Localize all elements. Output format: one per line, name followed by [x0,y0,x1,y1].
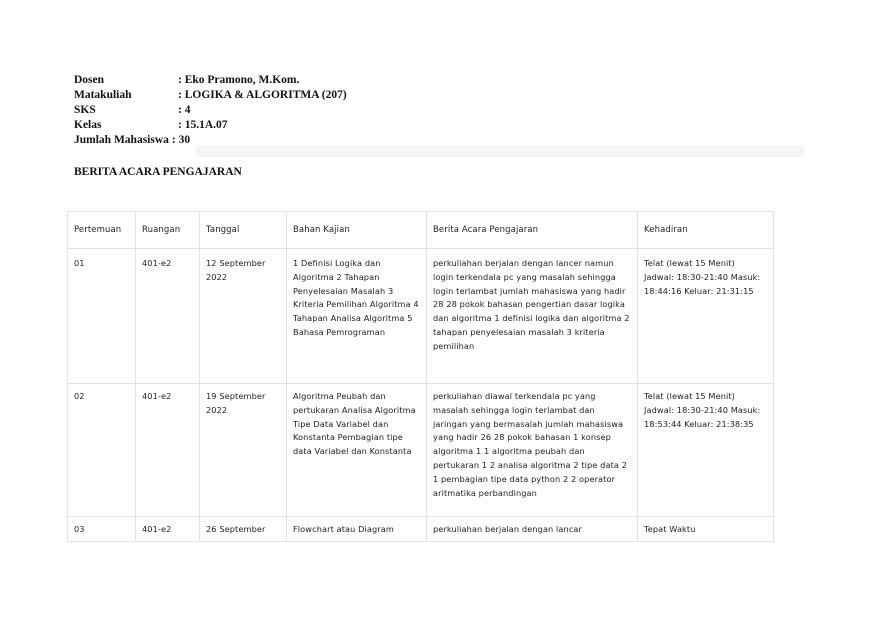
column-header-pertemuan: Pertemuan [68,212,136,249]
table-row [68,517,774,542]
info-row-matakuliah [74,88,347,103]
cell-kehadiran: Tepat Waktu [638,517,774,542]
cell-ruangan: 401-e2 [136,249,200,384]
cell-berita-acara: perkuliahan diawal terkendala pc yang masalah sehingga login terlambat dan jaringan yang bermasalah jumlah mahasiswa yang hadir 26 28 pokok bahasan 1 konsep algoritma 1 1 algoritma peubah dan pertukaran 1 2 analisa algoritma 2 tipe data 2 1 pembagian tipe data python 2 2 operator aritmatika perbandingan [427,384,638,517]
cell-pertemuan: 02 [68,384,136,517]
info-row-sks [74,103,347,118]
cell-pertemuan: 01 [68,249,136,384]
cell-ruangan: 401-e2 [136,517,200,542]
cell-tanggal: 19 September 2022 [200,384,287,517]
cell-berita-acara: perkuliahan berjalan dengan lancer namun login terkendala pc yang masalah sehingga login terlambat jumlah mahasiswa yang hadir 28 28 pokok bahasan pengertian dasar logika dan algoritma 1 definisi logika dan algoritma 2 tahapan penyelesaian masalah 3 kriteria pemilihan [427,249,638,384]
info-label: Kelas [74,119,102,131]
info-value: : 15.1A.07 [178,119,228,131]
cell-ruangan: 401-e2 [136,384,200,517]
column-header-tanggal: Tanggal [200,212,287,249]
shaded-band [196,145,804,157]
cell-tanggal: 26 September [200,517,287,542]
cell-kehadiran: Telat (lewat 15 Menit) Jadwal: 18:30-21:40 Masuk: 18:53:44 Keluar: 21:38:35 [638,384,774,517]
cell-pertemuan: 03 [68,517,136,542]
info-value: : 30 [171,134,191,146]
info-label: Jumlah Mahasiswa [74,134,169,146]
column-header-ruangan: Ruangan [136,212,200,249]
info-value: : LOGIKA & ALGORITMA (207) [178,89,347,101]
info-label: Dosen [74,74,105,86]
column-header-berita-acara: Berita Acara Pengajaran [427,212,638,249]
column-header-bahan-kajian: Bahan Kajian [287,212,427,249]
course-info [74,73,347,148]
teaching-report-table [67,211,774,542]
info-value: : Eko Pramono, M.Kom. [178,74,300,86]
table-row [68,384,774,517]
cell-bahan-kajian: Flowchart atau Diagram [287,517,427,542]
info-row-dosen [74,73,347,88]
info-label: SKS [74,104,96,116]
cell-tanggal: 12 September 2022 [200,249,287,384]
table-row [68,249,774,384]
info-value: : 4 [178,104,191,116]
info-row-kelas [74,118,347,133]
cell-bahan-kajian: 1 Definisi Logika dan Algoritma 2 Tahapan Penyelesaian Masalah 3 Kriteria Pemilihan Algoritma 4 Tahapan Analisa Algoritma 5 Bahasa Pemrograman [287,249,427,384]
column-header-kehadiran: Kehadiran [638,212,774,249]
cell-kehadiran: Telat (lewat 15 Menit) Jadwal: 18:30-21:40 Masuk: 18:44:16 Keluar: 21:31:15 [638,249,774,384]
cell-berita-acara: perkuliahan berjalan dengan lancar [427,517,638,542]
info-label: Matakuliah [74,89,132,101]
table-header-row [68,212,774,249]
cell-bahan-kajian: Algoritma Peubah dan pertukaran Analisa Algoritma Tipe Data Variabel dan Konstanta Pembagian tipe data Variabel dan Konstanta [287,384,427,517]
page-title: BERITA ACARA PENGAJARAN [74,166,242,178]
